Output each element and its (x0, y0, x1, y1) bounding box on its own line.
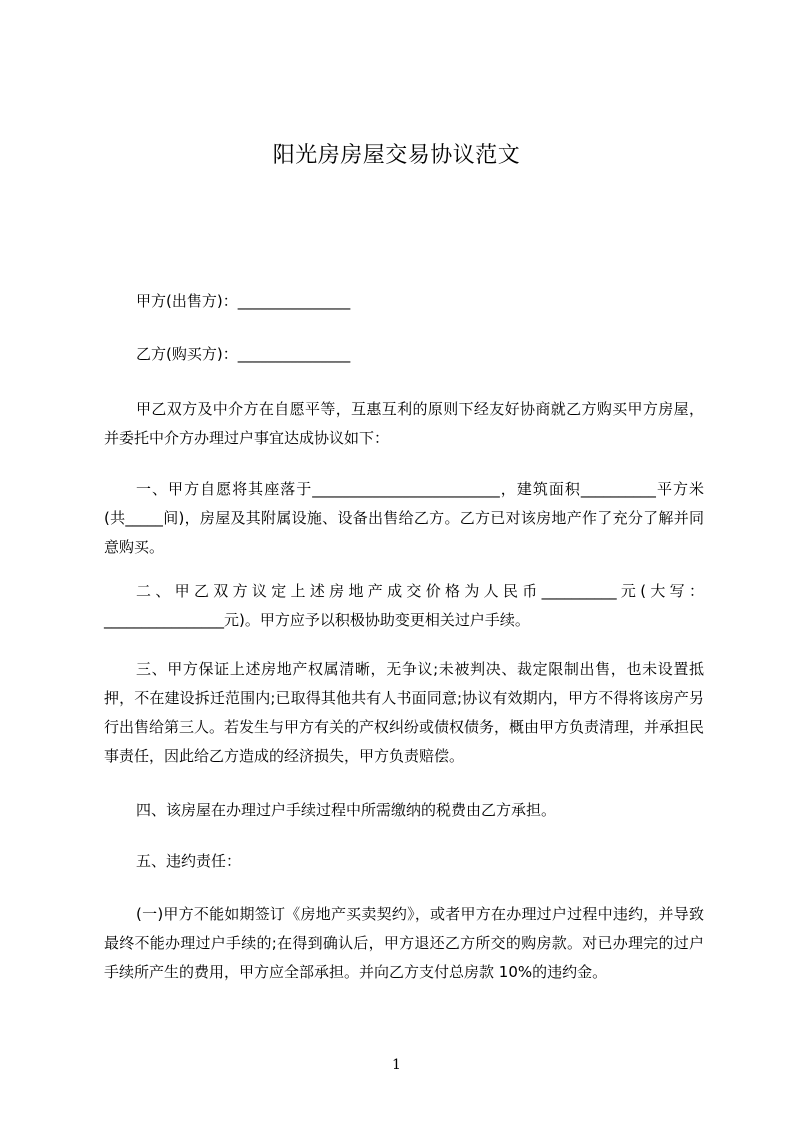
clause-4-paragraph: 四、该房屋在办理过户手续过程中所需缴纳的税费由乙方承担。 (136, 801, 557, 819)
document-title: 阳光房房屋交易协议范文 (272, 143, 521, 168)
clause-3-paragraph: 三、甲方保证上述房地产权属清晰，无争议;未被判决、裁定限制出售，也未设置抵押，不在建设拆迁范围内;已取得其他共有人书面同意;协议有效期内，甲方不得将该房产另行出售给第三人。若发生与甲方有关的产权纠纷或债权债务，概由甲方负责清理，并承担民事责任，因此给乙方造成的经济损失，甲方负责赔偿。 (104, 660, 705, 765)
page-number: 1 (392, 1057, 401, 1073)
party-a-line: 甲方(出售方)：_______________ (136, 292, 351, 310)
clause-5-heading: 五、违约责任： (136, 852, 242, 870)
intro-paragraph: 甲乙双方及中介方在自愿平等，互惠互利的原则下经友好协商就乙方购买甲方房屋，并委托中介方办理过户事宜达成协议如下： (104, 400, 704, 447)
party-b-line: 乙方(购买方)：_______________ (136, 345, 351, 363)
clause-2-paragraph: 二、甲乙双方议定上述房地产成交价格为人民币__________元(大写：________________元)。甲方应予以积极协助变更相关过户手续。 (104, 582, 704, 629)
clause-5-1-paragraph: (一)甲方不能如期签订《房地产买卖契约》，或者甲方在办理过户过程中违约，并导致最终不能办理过户手续的;在得到确认后，甲方退还乙方所交的购房款。对已办理完的过户手续所产生的费用，甲方应全部承担。并向乙方支付总房款 10%的违约金。 (104, 905, 704, 981)
clause-1-paragraph: 一、甲方自愿将其座落于_________________________，建筑面积__________平方米(共_____间)，房屋及其附属设施、设备出售给乙方。乙方已对该房地产作了充分了解并同意购买。 (104, 480, 704, 556)
